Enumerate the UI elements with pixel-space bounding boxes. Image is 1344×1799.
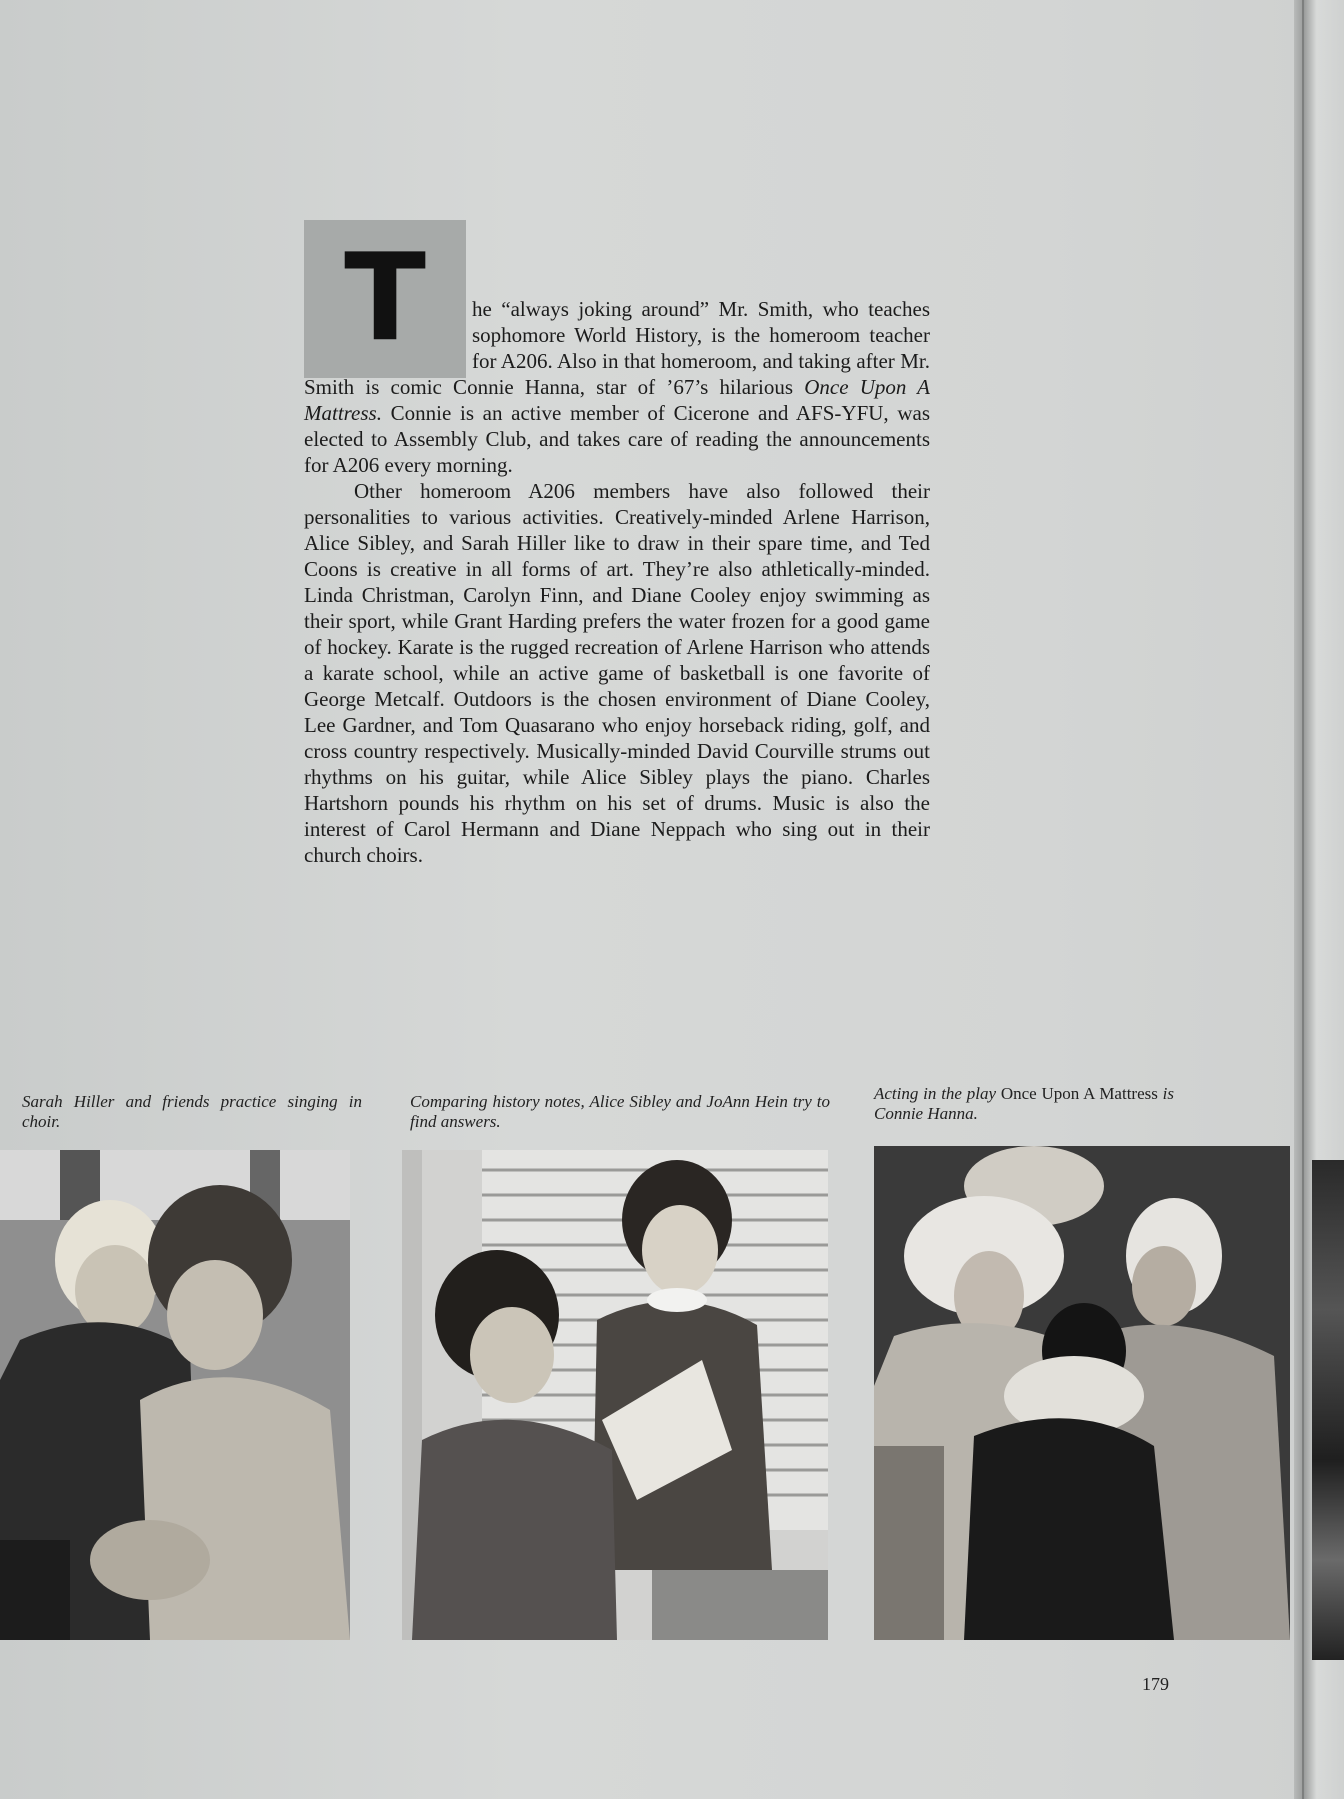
paragraph-1 xyxy=(304,296,930,478)
caption-middle: Comparing history notes, Alice Sibley and JoAnn Hein try to find answers. xyxy=(410,1092,830,1131)
photo-play xyxy=(874,1146,1290,1640)
caption-right xyxy=(874,1084,1174,1124)
paragraph-1-tail: Connie is an active member of Cicerone and AFS-YFU, was elected to Assembly Club, and takes care of reading the announcements for A206 every morning. xyxy=(304,401,930,477)
caption-right-title: Once Upon A Mattress xyxy=(1000,1084,1158,1103)
paragraph-1-title: Once Upon A Mattress. xyxy=(304,375,930,425)
photo-history-notes xyxy=(402,1150,828,1640)
dropcap-spacer xyxy=(304,296,472,374)
paragraph-1-lead: he “always joking around” Mr. Smith, who teaches sophomore World History, is the homeroom teacher for A206. Also in that homeroom, and taking after Mr. Smith is comic Connie Hanna, star of ’67’s hilarious xyxy=(304,297,930,399)
photo-choir xyxy=(0,1150,350,1640)
gutter-line xyxy=(1302,0,1304,1799)
caption-right-lead: Acting in the play xyxy=(874,1084,1001,1103)
dropcap-letter: T xyxy=(344,229,426,368)
caption-right-tail: is Connie Hanna. xyxy=(874,1084,1175,1123)
paragraph-2: Other homeroom A206 members have also followed their personalities to various activities. Creatively-minded Arlene Harrison, Alice Sibley, and Sarah Hiller like to draw in their spare time, and Ted Coons is creative in all forms of art. They’re also athletically-minded. Linda Christman, Carolyn Finn, and Diane Cooley enjoy swimming as their sport, while Grant Harding prefers the water frozen for a good game of hockey. Karate is the rugged recreation of Arlene Harrison who attends a karate school, while an active game of basketball is one favorite of George Metcalf. Outdoors is the chosen environment of Diane Cooley, Lee Gardner, and Tom Quasarano who enjoy horseback riding, golf, and cross country respectively. Musically-minded David Courville strums out rhythms on his guitar, while Alice Sibley plays the piano. Charles Hartshorn pounds his rhythm on his set of drums. Music is also the interest of Carol Hermann and Diane Neppach who sing out in their church choirs. xyxy=(304,479,930,867)
page-number: 179 xyxy=(1142,1674,1169,1694)
article-body xyxy=(304,296,930,868)
caption-left: Sarah Hiller and friends practice singing in choir. xyxy=(22,1092,362,1131)
adjacent-page-photo-edge xyxy=(1312,1160,1344,1660)
